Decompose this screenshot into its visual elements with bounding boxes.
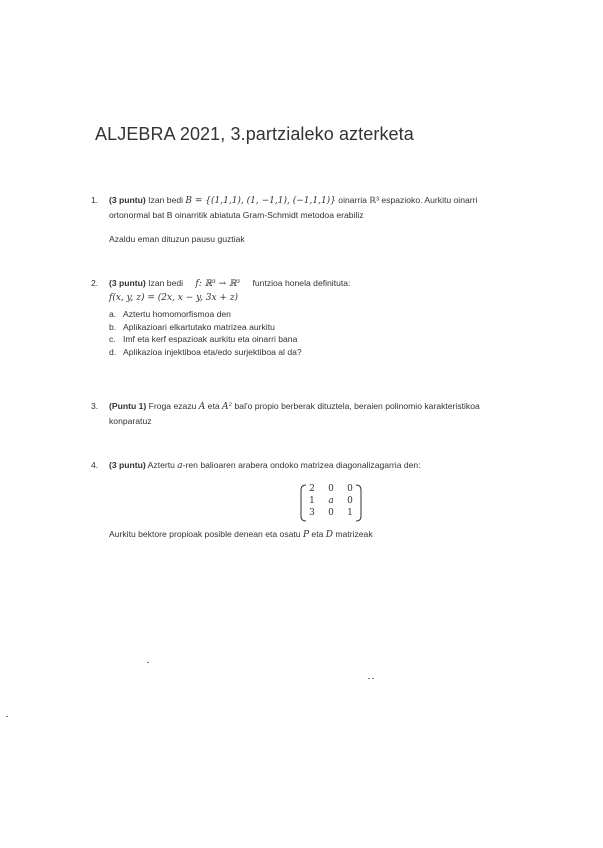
question-points: (3 puntu): [109, 460, 146, 470]
question-note: Azaldu eman dituzun pausu guztiak: [109, 234, 245, 244]
question-text: Izan bedi: [145, 278, 186, 288]
scan-speck: [6, 716, 8, 717]
matrix-cell: 0: [347, 484, 353, 494]
question-points: (Puntu 1): [109, 401, 147, 411]
question-4-followup: [109, 527, 529, 542]
page-title: ALJEBRA 2021, 3.partzialeko azterketa: [95, 124, 414, 144]
question-text: Aztertu: [145, 460, 178, 470]
list-item: c. Imf eta kerf espazioak aurkitu eta oinarri bana: [109, 334, 298, 344]
matrix: [300, 484, 362, 522]
question-text: konparatuz: [109, 416, 152, 426]
question-text: Froga ezazu: [146, 401, 199, 411]
matrix-cell: 0: [328, 508, 334, 518]
question-text: -ren balioaren arabera ondoko matrizea diagonalizagarria den:: [182, 460, 421, 470]
question-text: oinarria ℝ³ espazioko. Aurkitu oinarri: [335, 195, 478, 205]
scan-speck: [372, 678, 374, 679]
question-points: (3 puntu): [109, 195, 146, 205]
matrix-p-symbol: P: [302, 530, 310, 540]
question-text: eta: [205, 401, 223, 411]
question-number: 3.: [91, 401, 99, 411]
matrix-cell: 2: [309, 484, 315, 494]
parameter-symbol: a: [177, 461, 183, 471]
function-signature: f: ℝ³ → ℝ³: [195, 279, 241, 289]
sub-question-list: [109, 308, 350, 358]
question-text: Izan bedi: [145, 195, 186, 205]
question-text: Aurkitu bektore propioak posible denean eta osatu: [109, 529, 303, 539]
question-text: ortonormal bat B oinarritik abiatuta Gram-Schmidt metodoa erabiliz: [109, 210, 364, 220]
question-number: 4.: [91, 460, 99, 470]
matrix-symbol: A: [198, 402, 206, 412]
list-item: b. Aplikazioari elkartutako matrizea aurkitu: [109, 321, 275, 332]
scan-speck: [368, 678, 370, 679]
matrix-cell: 0: [328, 484, 334, 494]
question-points: (3 puntu): [109, 278, 146, 288]
matrix-cell: a: [328, 496, 334, 506]
matrix-cell: 1: [347, 508, 353, 518]
basis-formula: B = {(1,1,1), (1, −1,1), (−1,1,1)}: [185, 196, 336, 206]
matrix-cell: 0: [347, 496, 353, 506]
function-formula: f(x, y, z) = (2x, x − y, 3x + z): [109, 293, 239, 303]
matrix-squared-symbol: A²: [222, 402, 233, 412]
question-text: eta: [309, 529, 326, 539]
matrix-d-symbol: D: [325, 530, 333, 540]
question-text: matrizeak: [332, 529, 373, 539]
scan-speck: [147, 662, 149, 663]
question-number: 1.: [91, 195, 99, 205]
list-item: d. Aplikazioa injektiboa eta/edo surjektiboa al da?: [109, 346, 302, 357]
question-text: bal'o propio berberak dituztela, beraien polinomio karakteristikoa: [232, 401, 480, 411]
list-item: a. Aztertu homomorfismoa den: [109, 309, 231, 319]
question-text: funtzioa honela definituta:: [250, 278, 351, 288]
matrix-cell: 1: [309, 496, 315, 506]
question-number: 2.: [91, 278, 99, 288]
matrix-cell: 3: [309, 508, 315, 518]
